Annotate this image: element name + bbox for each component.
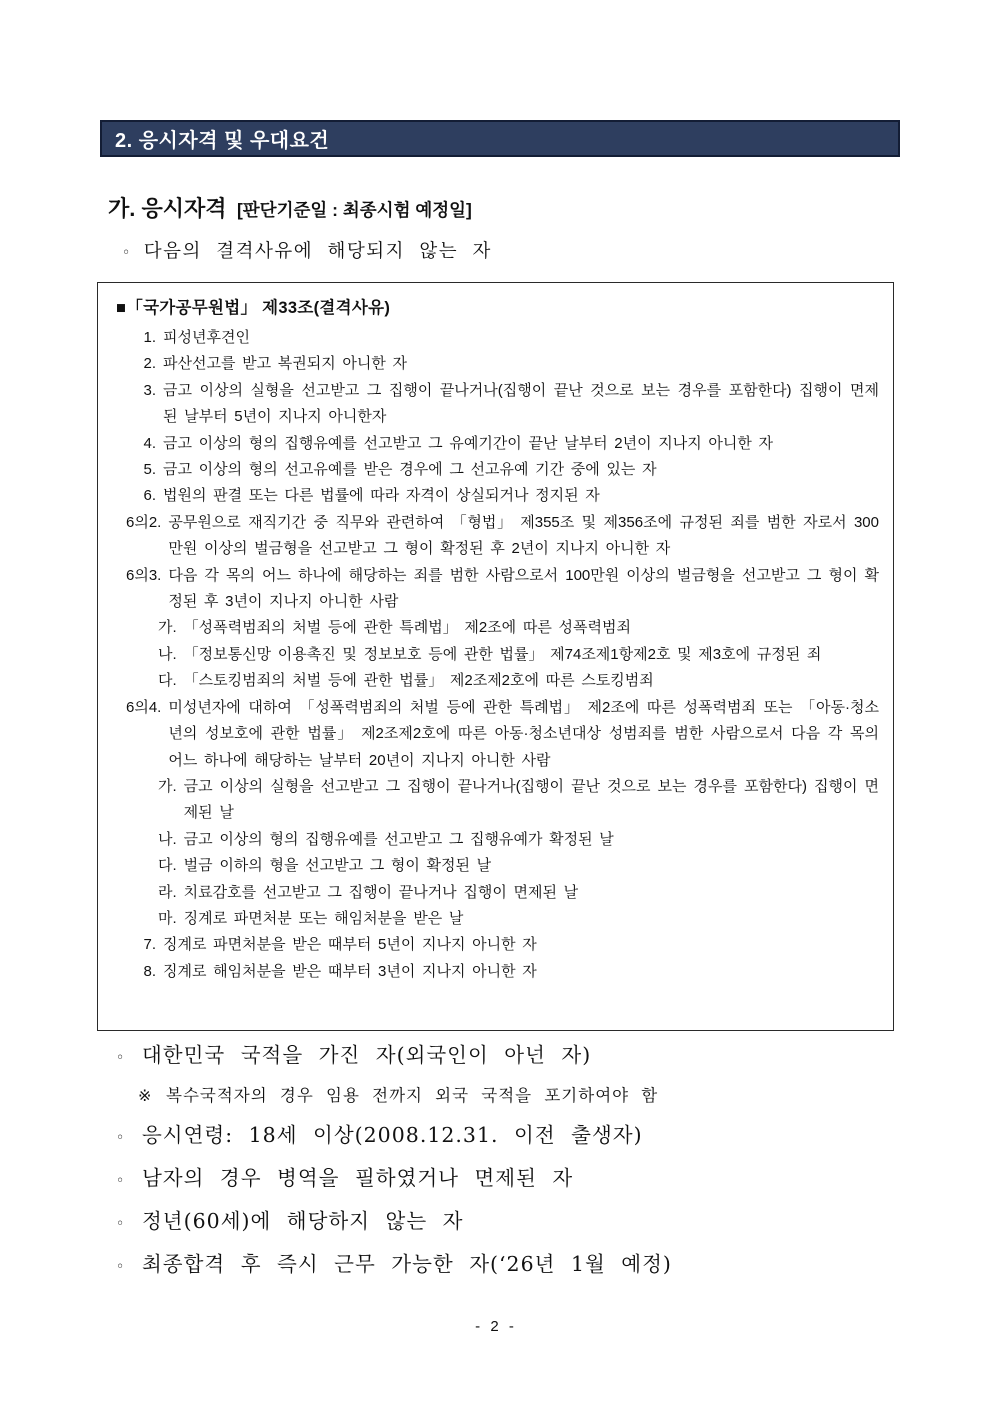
subsection-criteria-note: [판단기준일 : 최종시험 예정일]: [236, 200, 472, 220]
law-item-label: 다.: [158, 672, 177, 690]
eligibility-bullet: [116, 1041, 896, 1072]
subsection-title-main: 가. 응시자격: [108, 196, 227, 221]
law-item-label: 1.: [143, 329, 156, 346]
law-item-text: 금고 이상의 실형을 선고받고 그 집행이 끝나거나(집행이 끝난 것으로 보는 경우를 포함한다) 집행이 면제된 날부터 5년이 지나지 아니한자: [163, 381, 879, 426]
law-item-text: 금고 이상의 형의 집행유예를 선고받고 그 유예기간이 끝난 날부터 2년이 지나지 아니한 자: [163, 434, 773, 452]
law-item-text: 징계로 파면처분 또는 해임처분을 받은 날: [183, 909, 464, 927]
eligibility-bullet: [116, 1121, 896, 1152]
law-item-text: 금고 이상의 형의 집행유예를 선고받고 그 집행유예가 확정된 날: [183, 830, 614, 848]
bullet-text: 복수국적자의 경우 임용 전까지 외국 국적을 포기하여야 함: [166, 1086, 659, 1105]
page-number: - 2 -: [475, 1318, 517, 1335]
law-item-text: 징계로 파면처분을 받은 때부터 5년이 지나지 아니한 자: [163, 936, 537, 954]
law-item: [116, 642, 879, 668]
law-item-text: 법원의 판결 또는 다른 법률에 따라 자격이 상실되거나 정지된 자: [163, 487, 600, 505]
law-item: [116, 510, 879, 563]
eligibility-bullet: [116, 1207, 896, 1238]
law-item-label: 6의4.: [126, 698, 162, 716]
eligibility-bullet: [116, 1250, 896, 1281]
law-item: [116, 378, 879, 431]
law-item-label: 라.: [158, 883, 177, 901]
bullet-circle-icon: ◦: [116, 1050, 126, 1066]
bullet-circle-icon: ◦: [116, 1173, 126, 1189]
law-item-label: 8.: [143, 962, 156, 980]
law-item-text: 「성폭력범죄의 처벌 등에 관한 특례법」 제2조에 따른 성폭력범죄: [183, 619, 631, 637]
law-item: [116, 827, 879, 853]
law-item: [116, 695, 879, 774]
law-item-label: 6의2.: [126, 513, 162, 531]
law-item: [116, 906, 879, 932]
law-box-heading: ■「국가공무원법」 제33조(결격사유): [116, 299, 391, 317]
law-item-text: 「스토킹범죄의 처벌 등에 관한 법률」 제2조제2호에 따른 스토킹범죄: [183, 672, 654, 690]
law-item-text: 「정보통신망 이용촉진 및 정보보호 등에 관한 법률」 제74조제1항제2호 및 제3호에 규정된 죄: [183, 645, 822, 663]
law-item: [116, 615, 879, 641]
section-header-title: 2. 응시자격 및 우대요건: [115, 130, 330, 152]
law-item-text: 다음 각 목의 어느 하나에 해당하는 죄를 범한 사람으로서 100만원 이상의 벌금형을 선고받고 그 형이 확정된 후 3년이 지나지 아니한 사람: [168, 566, 879, 611]
law-item-label: 6.: [143, 487, 156, 505]
law-item-text: 파산선고를 받고 복권되지 아니한 자: [163, 355, 408, 373]
law-item: [116, 880, 879, 906]
law-item-label: 4.: [143, 434, 156, 452]
law-item: [116, 457, 879, 483]
intro-bullet: [122, 237, 492, 263]
subsection-title: [108, 192, 472, 223]
bullet-circle-icon: ◦: [116, 1130, 126, 1146]
bullet-circle-icon: ◦: [116, 1216, 126, 1232]
law-item-text: 피성년후견인: [163, 329, 250, 346]
law-item: [116, 563, 879, 616]
bullet-circle-icon: ◦: [116, 1259, 126, 1275]
law-item-label: 나.: [158, 645, 177, 663]
intro-bullet-text: 다음의 결격사유에 해당되지 않는 자: [143, 241, 492, 262]
law-item: [116, 431, 879, 457]
law-item-label: 6의3.: [126, 566, 162, 584]
reference-mark-icon: ※: [138, 1086, 153, 1105]
law-item-label: 나.: [158, 830, 177, 848]
eligibility-bullet: [116, 1164, 896, 1195]
law-box: [97, 282, 894, 1031]
law-item-text: 치료감호를 선고받고 그 집행이 끝나거나 집행이 면제된 날: [183, 883, 579, 901]
law-item-text: 징계로 해임처분을 받은 때부터 3년이 지나지 아니한 자: [163, 962, 537, 980]
law-item-text: 금고 이상의 실형을 선고받고 그 집행이 끝나거나(집행이 끝난 것으로 보는 경우를 포함한다) 집행이 면제된 날: [183, 777, 879, 822]
law-item-text: 벌금 이하의 형을 선고받고 그 형이 확정된 날: [183, 857, 492, 875]
law-item-label: 5.: [143, 461, 156, 479]
law-item-label: 마.: [158, 909, 177, 927]
law-item-list: [116, 325, 879, 985]
law-item: [116, 932, 879, 958]
law-item-label: 가.: [158, 619, 177, 637]
note-item: [116, 1084, 896, 1108]
section-header-bar: [100, 120, 900, 157]
law-item-label: 가.: [158, 777, 177, 795]
law-item: [116, 325, 879, 351]
law-item: [116, 959, 879, 985]
law-item-label: 3.: [143, 381, 156, 399]
law-item-label: 2.: [143, 355, 156, 373]
law-item: [116, 351, 879, 377]
bullet-text: 응시연령: 18세 이상(2008.12.31. 이전 출생자): [142, 1123, 643, 1147]
law-item: [116, 853, 879, 879]
law-item-text: 미성년자에 대하여 「성폭력범죄의 처벌 등에 관한 특례법」 제2조에 따른 성폭력범죄 또는 「아동·청소년의 성보호에 관한 법률」 제2조제2호에 따른 아동·청소년대상 성범죄를 범한 사람으로서 다음 각 목의 어느 하나에 해당하는 날부터 20년이 지나지 아니한 사람: [168, 698, 879, 769]
law-item: [116, 668, 879, 694]
bullet-text: 대한민국 국적을 가진 자(외국인이 아넌 자): [142, 1043, 592, 1067]
law-item-label: 다.: [158, 857, 177, 875]
bullet-text: 정년(60세)에 해당하지 않는 자: [142, 1209, 464, 1233]
law-item-text: 공무원으로 재직기간 중 직무와 관련하여 「형법」 제355조 및 제356조에 규정된 죄를 범한 자로서 300만원 이상의 벌금형을 선고받고 그 형이 확정된 후 2년이 지나지 아니한 자: [168, 513, 879, 558]
law-item-text: 금고 이상의 형의 선고유예를 받은 경우에 그 선고유예 기간 중에 있는 자: [163, 461, 657, 479]
bullet-text: 최종합격 후 즉시 근무 가능한 자(‘26년 1월 예정): [142, 1252, 672, 1276]
law-item: [116, 483, 879, 509]
bullet-text: 남자의 경우 병역을 필하였거나 면제된 자: [142, 1166, 574, 1190]
law-item-label: 7.: [143, 936, 156, 954]
law-item: [116, 774, 879, 827]
eligibility-bullet-list: [116, 1041, 896, 1293]
bullet-circle-icon: ◦: [122, 245, 132, 261]
